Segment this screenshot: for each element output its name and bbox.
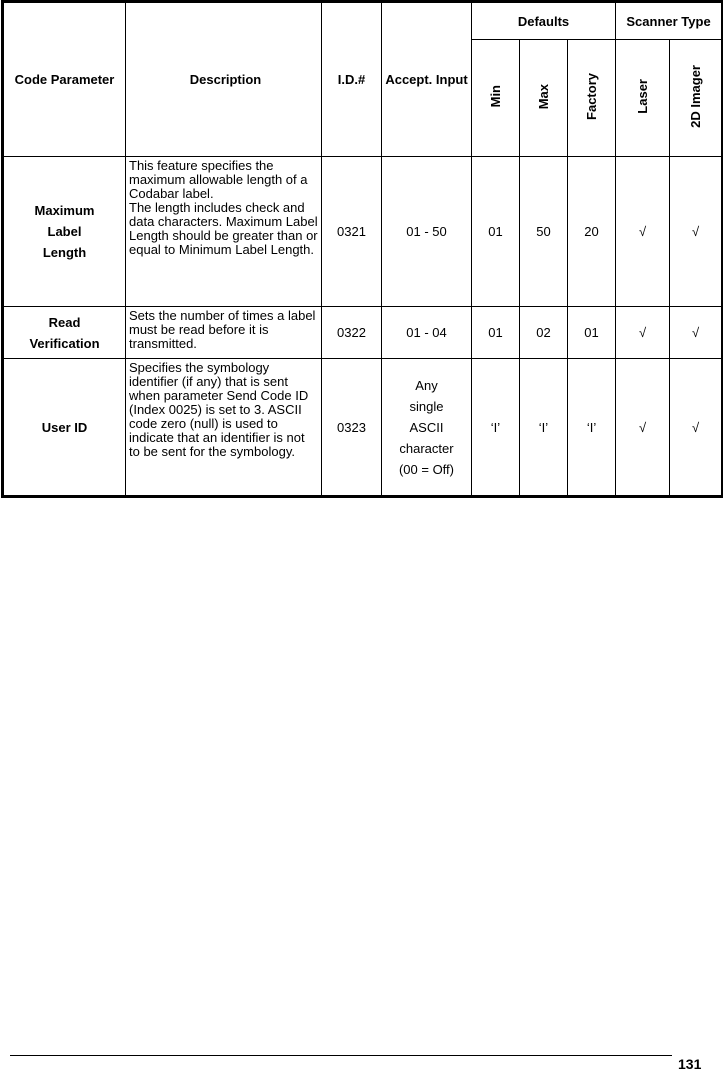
table-row: [3, 307, 723, 359]
description-text-2: The length includes check and data characters. Maximum Label Length should be greater than or equal to Minimum Label Length.: [129, 200, 318, 257]
header-min-label: Min: [488, 85, 503, 108]
row-param: [3, 307, 126, 359]
header-imager-label: 2D Imager: [688, 65, 704, 128]
accept-line: character: [399, 440, 454, 456]
header-defaults: Defaults: [472, 2, 616, 40]
description-text: This feature specifies the maximum allowable length of a Codabar label.: [129, 158, 308, 201]
row-accept-input: [382, 359, 472, 497]
accept-line: (00 = Off): [398, 461, 455, 477]
row-accept-input: 01 - 50: [382, 157, 472, 307]
header-laser-label: Laser: [635, 79, 651, 114]
accept-line: ASCII: [409, 419, 444, 435]
header-code-parameter: Code Parameter: [3, 2, 126, 157]
header-scanner-type: Scanner Type: [616, 2, 723, 40]
param-line: Verification: [29, 335, 100, 351]
row-factory: 20: [568, 157, 616, 307]
page-number: 131: [678, 1056, 702, 1072]
row-laser-check: √: [616, 307, 670, 359]
row-imager-check: √: [670, 157, 723, 307]
header-description: Description: [126, 2, 322, 157]
header-id: I.D.#: [322, 2, 382, 157]
row-accept-input: 01 - 04: [382, 307, 472, 359]
row-max: 02: [520, 307, 568, 359]
row-max: 50: [520, 157, 568, 307]
row-imager-check: √: [670, 307, 723, 359]
header-max-label: Max: [536, 83, 551, 110]
table-row: [3, 157, 723, 307]
row-id: 0323: [322, 359, 382, 497]
row-description: Specifies the symbology identifier (if any) that is sent when parameter Send Code ID (Index 0025) is set to 3. ASCII code zero (null) is used to indicate that an identifier is not to be sent for the symbology.: [126, 359, 322, 497]
row-laser-check: √: [616, 359, 670, 497]
header-imager: [670, 40, 723, 157]
param-line: Read: [48, 314, 81, 330]
row-id: 0322: [322, 307, 382, 359]
row-min: 01: [472, 157, 520, 307]
row-description: [126, 157, 322, 307]
row-factory: 01: [568, 307, 616, 359]
row-param: User ID: [3, 359, 126, 497]
accept-line: Any: [415, 377, 438, 393]
footer-rule: [10, 1055, 672, 1056]
header-laser: [616, 40, 670, 157]
header-factory-label: Factory: [584, 73, 600, 120]
header-accept-input: Accept. Input: [382, 2, 472, 157]
row-max: ‘I’: [520, 359, 568, 497]
header-max: [520, 40, 568, 157]
header-min: [472, 40, 520, 157]
param-line: Length: [42, 245, 87, 260]
header-factory: [568, 40, 616, 157]
table-row: [3, 359, 723, 497]
row-param: [3, 157, 126, 307]
row-imager-check: √: [670, 359, 723, 497]
accept-line: single: [409, 398, 444, 414]
row-min: ‘I’: [472, 359, 520, 497]
row-min: 01: [472, 307, 520, 359]
parameter-table: [1, 0, 723, 498]
row-description: Sets the number of times a label must be read before it is transmitted.: [126, 307, 322, 359]
param-line: Maximum: [34, 203, 95, 218]
row-laser-check: √: [616, 157, 670, 307]
row-factory: ‘I’: [568, 359, 616, 497]
row-id: 0321: [322, 157, 382, 307]
param-line: Label: [47, 224, 82, 239]
